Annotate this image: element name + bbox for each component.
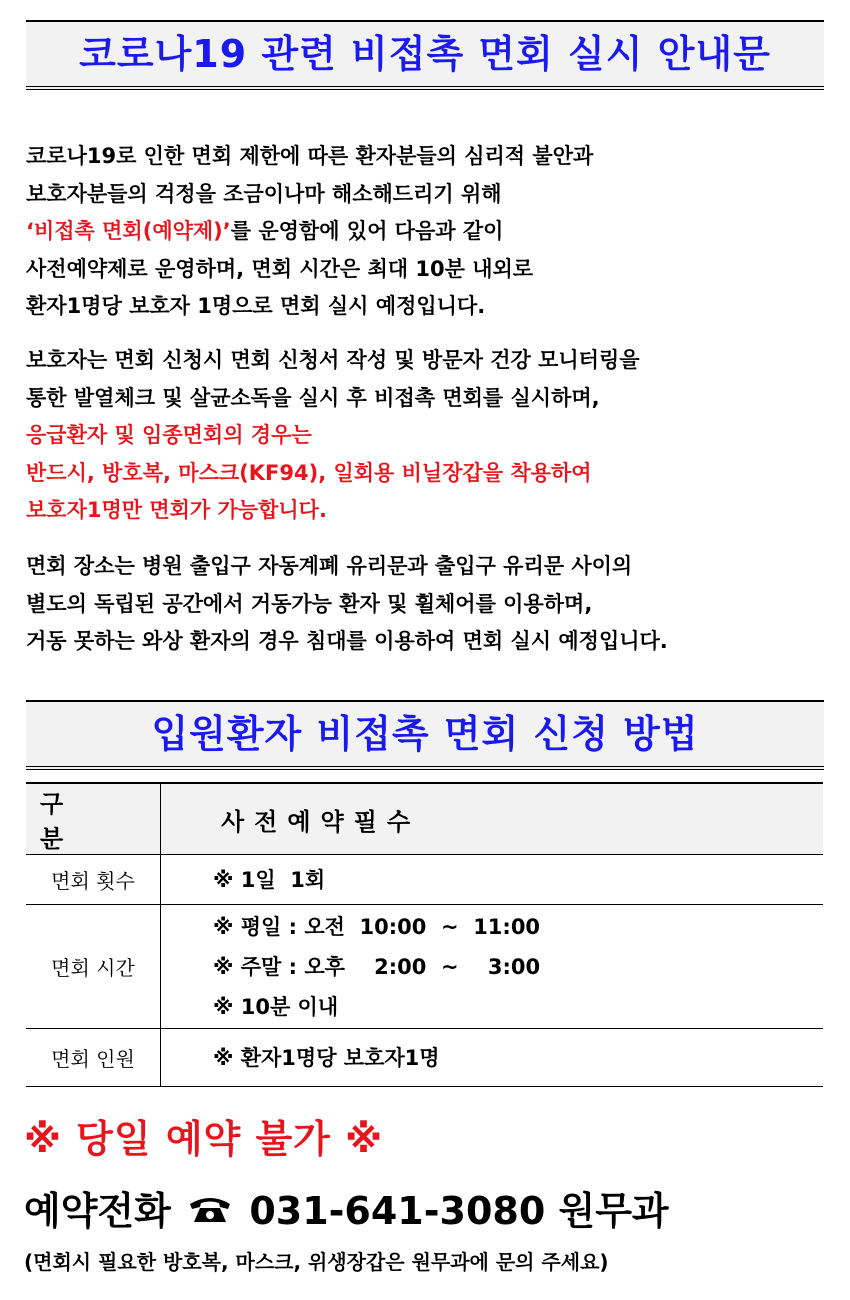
intro-line-1: 코로나19로 인한 면회 제한에 따른 환자분들의 심리적 불안과 bbox=[26, 144, 594, 168]
location-line-2: 별도의 독립된 공간에서 거동가능 환자 및 휠체어를 이용하며, bbox=[26, 591, 593, 616]
reservation-phone bbox=[24, 1180, 669, 1235]
row-value-people bbox=[161, 1029, 824, 1087]
weekend-time: ※ 주말 : 오후 2:00 ~ 3:00 bbox=[213, 954, 541, 979]
intro-highlight: ‘비접촉 면회(예약제)’ bbox=[26, 219, 231, 243]
table-row bbox=[26, 905, 823, 1029]
table-row bbox=[26, 1029, 823, 1087]
table-header-row bbox=[26, 783, 823, 855]
guardian-line-1: 보호자는 면회 신청시 면회 신청서 작성 및 방문자 건강 모니터링을 bbox=[26, 348, 640, 372]
intro-line-3 bbox=[26, 213, 826, 251]
location-line-1: 면회 장소는 병원 출입구 자동계폐 유리문과 출입구 유리문 사이의 bbox=[26, 554, 633, 578]
intro-paragraph bbox=[26, 138, 826, 326]
intro-line-5: 환자1명당 보호자 1명으로 면회 실시 예정입니다. bbox=[26, 294, 486, 318]
phone-number: 031-641-3080 원무과 bbox=[249, 1189, 669, 1233]
guardian-paragraph bbox=[26, 342, 826, 530]
row-label-time: 면회 시간 bbox=[26, 905, 161, 1029]
same-day-warning: ※ 당일 예약 불가 ※ bbox=[24, 1117, 384, 1161]
row-label-count: 면회 횟수 bbox=[26, 855, 161, 905]
guardian-line-3: 응급환자 및 임종면회의 경우는 bbox=[26, 423, 312, 447]
count-value: ※ 1일 1회 bbox=[213, 867, 326, 892]
guardian-line-4: 반드시, 방호복, 마스크(KF94), 일회용 비닐장갑을 착용하여 bbox=[26, 460, 592, 485]
visit-schedule-table bbox=[26, 782, 823, 1087]
table-header-reservation: 사전예약필수 bbox=[161, 783, 824, 855]
method-title: 입원환자 비접촉 면회 신청 방법 bbox=[26, 700, 824, 770]
people-value: ※ 환자1명당 보호자1명 bbox=[213, 1045, 440, 1070]
row-label-people: 면회 인원 bbox=[26, 1029, 161, 1087]
location-line-3: 거동 못하는 와상 환자의 경우 침대를 이용하여 면회 실시 예정입니다. bbox=[26, 629, 668, 653]
location-paragraph bbox=[26, 548, 826, 661]
notice-title: 코로나19 관련 비접촉 면회 실시 안내문 bbox=[26, 20, 824, 90]
row-value-time bbox=[161, 905, 824, 1029]
intro-line-2: 보호자분들의 걱정을 조금이나마 해소해드리기 위해 bbox=[26, 181, 502, 206]
phone-label: 예약전화 bbox=[24, 1189, 171, 1233]
inquiry-note: (면회시 필요한 방호복, 마스크, 위생장갑은 원무과에 문의 주세요) bbox=[24, 1250, 609, 1274]
weekday-time: ※ 평일 : 오전 10:00 ~ 11:00 bbox=[213, 914, 541, 939]
row-value-count bbox=[161, 855, 824, 905]
intro-line-3-rest: 를 운영함에 있어 다음과 같이 bbox=[230, 219, 504, 243]
table-row bbox=[26, 855, 823, 905]
telephone-icon bbox=[188, 1189, 232, 1233]
duration-limit: ※ 10분 이내 bbox=[213, 994, 339, 1019]
guardian-line-2: 통한 발열체크 및 살균소독을 실시 후 비접촉 면회를 실시하며, bbox=[26, 385, 600, 410]
table-header-category: 구 분 bbox=[26, 783, 161, 855]
intro-line-4: 사전예약제로 운영하며, 면회 시간은 최대 10분 내외로 bbox=[26, 256, 534, 281]
guardian-line-5: 보호자1명만 면회가 가능합니다. bbox=[26, 498, 327, 522]
